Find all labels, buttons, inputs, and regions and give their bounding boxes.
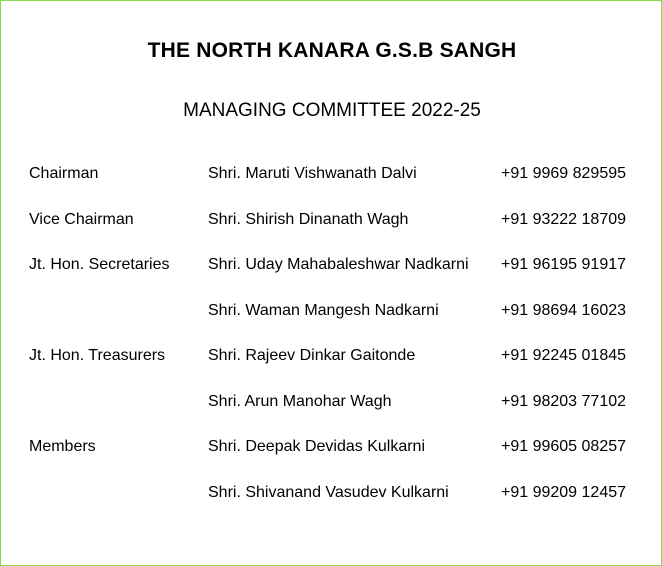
committee-row-member-1 bbox=[1, 438, 662, 462]
committee-row-vice-chairman bbox=[1, 211, 662, 235]
role-label: Chairman bbox=[29, 165, 99, 182]
committee-row-secretary-1 bbox=[1, 256, 662, 280]
role-label: Jt. Hon. Treasurers bbox=[29, 347, 166, 364]
committee-row-treasurer-2 bbox=[1, 393, 662, 417]
member-name: Shri. Rajeev Dinkar Gaitonde bbox=[208, 347, 416, 364]
role-label: Vice Chairman bbox=[29, 211, 134, 228]
member-phone: +91 96195 91917 bbox=[501, 256, 627, 273]
role-label: Jt. Hon. Secretaries bbox=[29, 256, 170, 273]
org-title: THE NORTH KANARA G.S.B SANGH bbox=[147, 39, 517, 62]
member-name: Shri. Arun Manohar Wagh bbox=[208, 393, 392, 410]
member-name: Shri. Deepak Devidas Kulkarni bbox=[208, 438, 425, 455]
member-phone: +91 98694 16023 bbox=[501, 302, 627, 319]
committee-row-secretary-2 bbox=[1, 302, 662, 326]
member-phone: +91 99209 12457 bbox=[501, 484, 627, 501]
committee-row-treasurer-1 bbox=[1, 347, 662, 371]
member-phone: +91 93222 18709 bbox=[501, 211, 627, 228]
member-phone: +91 98203 77102 bbox=[501, 393, 627, 410]
committee-subtitle: MANAGING COMMITTEE 2022-25 bbox=[183, 100, 481, 121]
member-name: Shri. Waman Mangesh Nadkarni bbox=[208, 302, 439, 319]
committee-row-chairman bbox=[1, 165, 662, 189]
committee-row-member-2 bbox=[1, 484, 662, 508]
member-name: Shri. Uday Mahabaleshwar Nadkarni bbox=[208, 256, 469, 273]
role-label: Members bbox=[29, 438, 96, 455]
member-phone: +91 99605 08257 bbox=[501, 438, 627, 455]
member-name: Shri. Maruti Vishwanath Dalvi bbox=[208, 165, 417, 182]
member-phone: +91 9969 829595 bbox=[501, 165, 627, 182]
member-name: Shri. Shivanand Vasudev Kulkarni bbox=[208, 484, 449, 501]
member-phone: +91 92245 01845 bbox=[501, 347, 627, 364]
member-name: Shri. Shirish Dinanath Wagh bbox=[208, 211, 409, 228]
